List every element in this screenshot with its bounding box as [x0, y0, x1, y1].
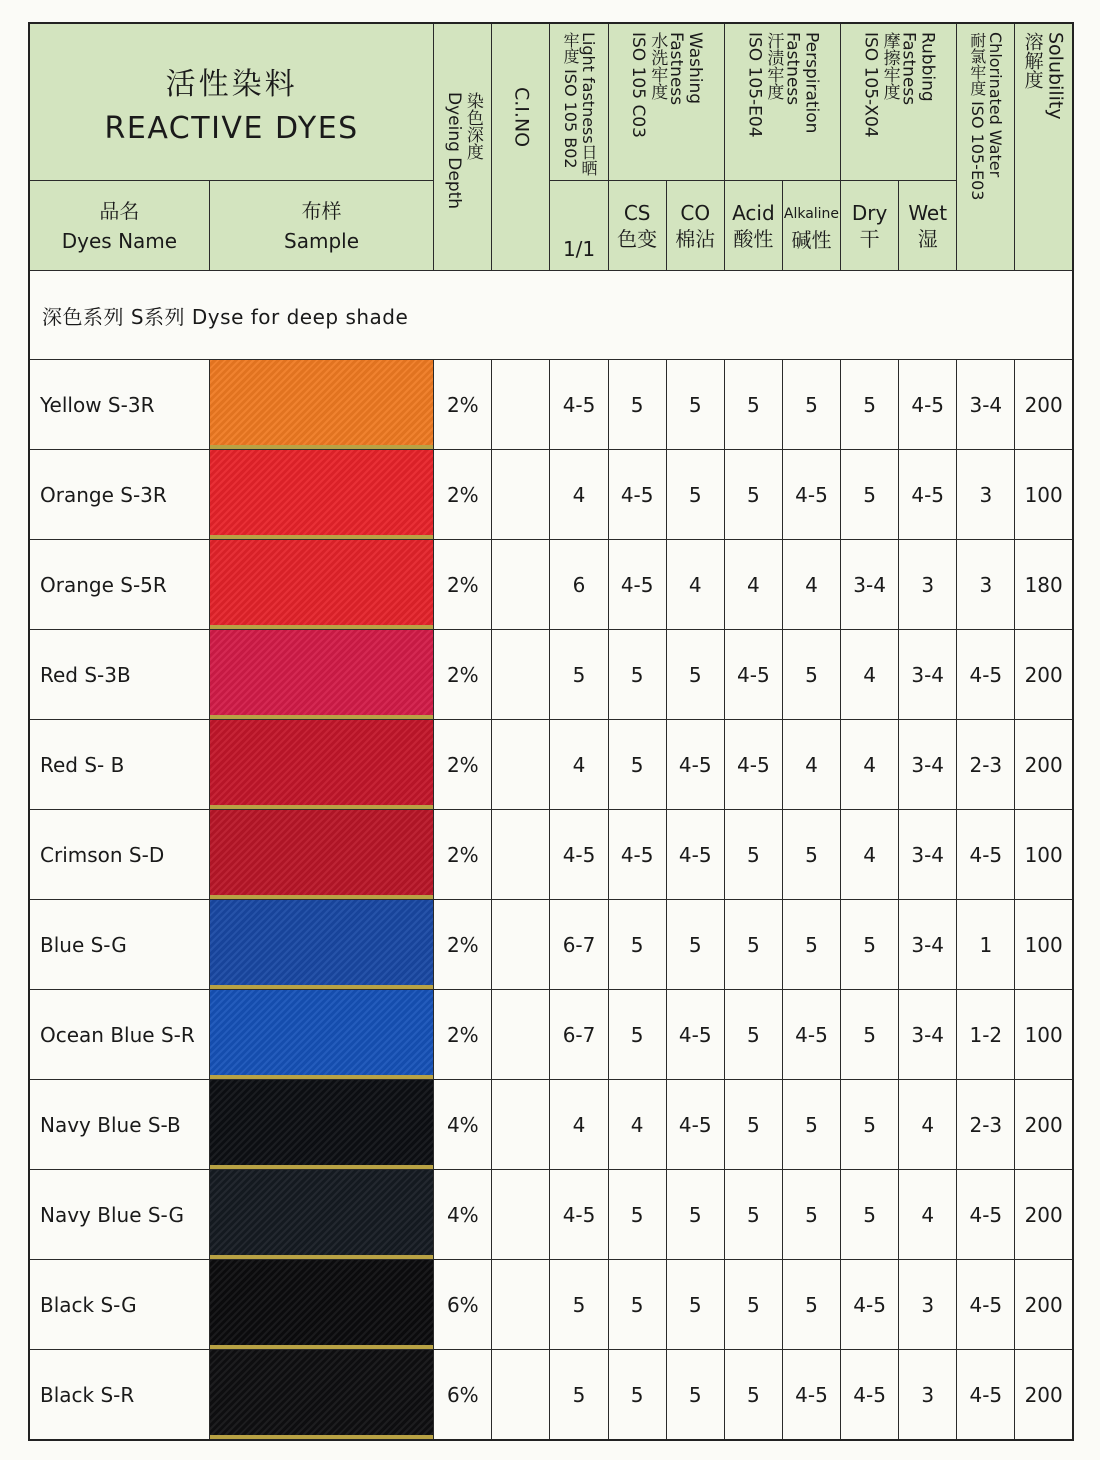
persp-alkaline-header — [782, 181, 840, 271]
cs-value: 4-5 — [608, 450, 666, 540]
co-value: 5 — [666, 1260, 724, 1350]
sol-value: 100 — [1015, 990, 1073, 1080]
light-value: 5 — [550, 630, 608, 720]
acid-en: Acid — [732, 200, 775, 225]
fabric-sample-swatch — [210, 630, 433, 719]
cs-value: 5 — [608, 900, 666, 990]
sample-en: Sample — [284, 228, 360, 253]
table-row — [29, 1080, 1073, 1170]
sample-swatch-cell — [209, 900, 433, 990]
dye-name: Red S- B — [29, 720, 209, 810]
cs-en: CS — [623, 200, 651, 225]
sol-value: 200 — [1015, 720, 1073, 810]
co-value: 5 — [666, 1170, 724, 1260]
alkaline-zh: 碱性 — [791, 228, 832, 252]
co-value: 4-5 — [666, 720, 724, 810]
fabric-sample-swatch — [210, 1350, 433, 1439]
dyes-name-header — [29, 181, 209, 271]
co-value: 5 — [666, 900, 724, 990]
alk-value: 5 — [782, 630, 840, 720]
reactive-dyes-table — [28, 22, 1074, 1441]
sol-value: 200 — [1015, 1170, 1073, 1260]
chlorinated-header — [957, 23, 1015, 271]
sample-swatch-cell — [209, 1260, 433, 1350]
table-row — [29, 1350, 1073, 1441]
wet-value: 4-5 — [899, 450, 957, 540]
wet-value: 3 — [899, 1350, 957, 1441]
chlor-value: 4-5 — [957, 1350, 1015, 1441]
fabric-sample-swatch — [210, 990, 433, 1079]
acid-value: 5 — [724, 360, 782, 450]
cs-value: 4 — [608, 1080, 666, 1170]
dye-name: Navy Blue S-B — [29, 1080, 209, 1170]
light-value: 4 — [550, 450, 608, 540]
sample-swatch-cell — [209, 450, 433, 540]
fabric-sample-swatch — [210, 900, 433, 989]
cino-value — [492, 990, 550, 1080]
chlor-value: 2-3 — [957, 1080, 1015, 1170]
fabric-sample-swatch — [210, 1260, 433, 1349]
table-row — [29, 900, 1073, 990]
chlor-value: 1-2 — [957, 990, 1015, 1080]
dye-name: Black S-R — [29, 1350, 209, 1441]
wet-zh: 湿 — [917, 226, 938, 251]
depth-header-text: 染色深度 Dyeing Depth — [443, 92, 483, 210]
co-value: 5 — [666, 630, 724, 720]
cino-header-text: C.I.NO — [510, 86, 533, 148]
dry-value: 4 — [841, 720, 899, 810]
sample-header — [209, 181, 433, 271]
depth-value: 2% — [434, 810, 492, 900]
co-value: 5 — [666, 1350, 724, 1441]
cs-value: 5 — [608, 630, 666, 720]
washing-header-text: Washing Fastness 水洗牢度 ISO 105 C03 — [628, 32, 706, 138]
cs-value: 5 — [608, 990, 666, 1080]
chlor-value: 4-5 — [957, 1260, 1015, 1350]
sol-value: 200 — [1015, 1350, 1073, 1441]
dye-name: Black S-G — [29, 1260, 209, 1350]
dry-en: Dry — [851, 200, 888, 225]
dye-name: Ocean Blue S-R — [29, 990, 209, 1080]
light-value: 4-5 — [550, 810, 608, 900]
sol-value: 100 — [1015, 450, 1073, 540]
co-value: 4-5 — [666, 1080, 724, 1170]
chlor-value: 1 — [957, 900, 1015, 990]
alkaline-en: Alkaline — [783, 206, 840, 222]
chlorinated-header-text: Chlorinated Water 耐氯牢度 ISO 105-E03 — [967, 32, 1005, 201]
light-sub-header — [550, 181, 608, 271]
wet-value: 4-5 — [899, 360, 957, 450]
wet-value: 4 — [899, 1170, 957, 1260]
sample-swatch-cell — [209, 360, 433, 450]
chlor-value: 3 — [957, 450, 1015, 540]
sol-value: 100 — [1015, 900, 1073, 990]
light-value: 6 — [550, 540, 608, 630]
dry-value: 4 — [841, 810, 899, 900]
sample-swatch-cell — [209, 720, 433, 810]
depth-value: 2% — [434, 630, 492, 720]
table-row — [29, 630, 1073, 720]
wet-value: 3-4 — [899, 630, 957, 720]
light-value: 4 — [550, 720, 608, 810]
co-zh: 棉沾 — [675, 226, 716, 251]
table-row — [29, 810, 1073, 900]
cs-value: 5 — [608, 1350, 666, 1441]
depth-value: 4% — [434, 1170, 492, 1260]
acid-value: 5 — [724, 990, 782, 1080]
cino-value — [492, 720, 550, 810]
co-value: 4 — [666, 540, 724, 630]
alk-value: 5 — [782, 900, 840, 990]
rub-wet-header — [899, 181, 957, 271]
acid-value: 4-5 — [724, 630, 782, 720]
depth-value: 2% — [434, 360, 492, 450]
fabric-sample-swatch — [210, 450, 433, 539]
rub-dry-header — [841, 181, 899, 271]
dry-value: 5 — [841, 1080, 899, 1170]
co-value: 4-5 — [666, 810, 724, 900]
depth-value: 2% — [434, 990, 492, 1080]
chlor-value: 3-4 — [957, 360, 1015, 450]
table-row — [29, 360, 1073, 450]
cs-value: 5 — [608, 1170, 666, 1260]
acid-value: 4 — [724, 540, 782, 630]
wet-value: 3 — [899, 1260, 957, 1350]
chlor-value: 3 — [957, 540, 1015, 630]
light-sub-text: 1/1 — [562, 237, 596, 261]
alk-value: 5 — [782, 360, 840, 450]
wet-value: 3-4 — [899, 810, 957, 900]
depth-value: 4% — [434, 1080, 492, 1170]
fabric-sample-swatch — [210, 810, 433, 899]
wet-value: 3-4 — [899, 720, 957, 810]
cino-value — [492, 540, 550, 630]
depth-value: 2% — [434, 540, 492, 630]
dye-name: Navy Blue S-G — [29, 1170, 209, 1260]
light-value: 6-7 — [550, 990, 608, 1080]
light-header-text: Light fastness日晒 牢度 ISO 105 B02 — [561, 32, 599, 176]
table-row — [29, 990, 1073, 1080]
dye-rows — [29, 360, 1073, 1441]
sol-value: 100 — [1015, 810, 1073, 900]
cino-value — [492, 1080, 550, 1170]
dry-value: 5 — [841, 1170, 899, 1260]
dye-name: Red S-3B — [29, 630, 209, 720]
table-row — [29, 1260, 1073, 1350]
sol-value: 200 — [1015, 360, 1073, 450]
sol-value: 200 — [1015, 1260, 1073, 1350]
alk-value: 4-5 — [782, 1350, 840, 1441]
co-value: 5 — [666, 360, 724, 450]
dry-value: 5 — [841, 990, 899, 1080]
alk-value: 4 — [782, 540, 840, 630]
sample-swatch-cell — [209, 990, 433, 1080]
co-value: 5 — [666, 450, 724, 540]
sample-swatch-cell — [209, 630, 433, 720]
light-value: 4-5 — [550, 360, 608, 450]
cs-value: 5 — [608, 360, 666, 450]
acid-value: 5 — [724, 810, 782, 900]
solubility-header — [1015, 23, 1073, 271]
cino-value — [492, 810, 550, 900]
sol-value: 200 — [1015, 630, 1073, 720]
depth-value: 2% — [434, 450, 492, 540]
sample-swatch-cell — [209, 1170, 433, 1260]
alk-value: 5 — [782, 1170, 840, 1260]
chlor-value: 4-5 — [957, 1170, 1015, 1260]
solubility-header-text: Solubility 溶解度 — [1021, 32, 1067, 120]
fabric-sample-swatch — [210, 720, 433, 809]
chlor-value: 2-3 — [957, 720, 1015, 810]
acid-value: 5 — [724, 1080, 782, 1170]
washing-cs-header — [608, 181, 666, 271]
chlor-value: 4-5 — [957, 630, 1015, 720]
perspiration-header — [724, 23, 840, 181]
dye-name: Blue S-G — [29, 900, 209, 990]
sol-value: 180 — [1015, 540, 1073, 630]
cino-value — [492, 630, 550, 720]
alk-value: 4-5 — [782, 990, 840, 1080]
cs-value: 4-5 — [608, 810, 666, 900]
sample-swatch-cell — [209, 540, 433, 630]
dyes-name-zh: 品名 — [99, 198, 140, 223]
dry-value: 3-4 — [841, 540, 899, 630]
light-value: 4-5 — [550, 1170, 608, 1260]
dry-value: 5 — [841, 450, 899, 540]
dye-name: Crimson S-D — [29, 810, 209, 900]
cs-value: 4-5 — [608, 540, 666, 630]
dyes-name-en: Dyes Name — [61, 228, 178, 253]
title-en: REACTIVE DYES — [104, 110, 359, 146]
alk-value: 5 — [782, 1080, 840, 1170]
cs-value: 5 — [608, 720, 666, 810]
cino-value — [492, 1170, 550, 1260]
alk-value: 4 — [782, 720, 840, 810]
depth-value: 6% — [434, 1350, 492, 1441]
fabric-sample-swatch — [210, 360, 433, 449]
depth-value: 2% — [434, 900, 492, 990]
dry-value: 4 — [841, 630, 899, 720]
wet-value: 3-4 — [899, 990, 957, 1080]
dry-value: 4-5 — [841, 1260, 899, 1350]
light-value: 5 — [550, 1350, 608, 1441]
sample-swatch-cell — [209, 1080, 433, 1170]
co-en: CO — [680, 200, 711, 225]
dye-name: Orange S-3R — [29, 450, 209, 540]
dye-name: Yellow S-3R — [29, 360, 209, 450]
light-header — [550, 23, 608, 181]
table-title — [29, 23, 434, 181]
depth-value: 2% — [434, 720, 492, 810]
cino-value — [492, 1260, 550, 1350]
light-value: 6-7 — [550, 900, 608, 990]
sample-swatch-cell — [209, 1350, 433, 1441]
acid-value: 5 — [724, 1260, 782, 1350]
fabric-sample-swatch — [210, 540, 433, 629]
washing-co-header — [666, 181, 724, 271]
cino-value — [492, 360, 550, 450]
alk-value: 4-5 — [782, 450, 840, 540]
chlor-value: 4-5 — [957, 810, 1015, 900]
cino-value — [492, 1350, 550, 1441]
depth-value: 6% — [434, 1260, 492, 1350]
sample-swatch-cell — [209, 810, 433, 900]
persp-acid-header — [724, 181, 782, 271]
dry-value: 5 — [841, 360, 899, 450]
dry-value: 4-5 — [841, 1350, 899, 1441]
washing-header — [608, 23, 724, 181]
perspiration-header-text: Perspiration Fastness 汗渍牢度 ISO 105-E04 — [744, 32, 822, 138]
dye-name: Orange S-5R — [29, 540, 209, 630]
co-value: 4-5 — [666, 990, 724, 1080]
rubbing-header-text: Rubbing Fastness 摩擦牢度 ISO 105-X04 — [860, 32, 938, 138]
wet-value: 3-4 — [899, 900, 957, 990]
sol-value: 200 — [1015, 1080, 1073, 1170]
acid-value: 5 — [724, 1350, 782, 1441]
alk-value: 5 — [782, 1260, 840, 1350]
section-heading: 深色系列 S系列 Dyse for deep shade — [29, 271, 1073, 360]
cs-value: 5 — [608, 1260, 666, 1350]
cino-value — [492, 450, 550, 540]
table-row — [29, 540, 1073, 630]
alk-value: 5 — [782, 810, 840, 900]
acid-value: 4-5 — [724, 720, 782, 810]
acid-zh: 酸性 — [733, 226, 774, 251]
acid-value: 5 — [724, 450, 782, 540]
dry-zh: 干 — [859, 226, 880, 251]
wet-en: Wet — [908, 200, 948, 225]
dry-value: 5 — [841, 900, 899, 990]
cs-zh: 色变 — [617, 226, 658, 251]
rubbing-header — [841, 23, 957, 181]
table-row — [29, 720, 1073, 810]
depth-header — [434, 23, 492, 271]
cino-header — [492, 23, 550, 271]
light-value: 4 — [550, 1080, 608, 1170]
cino-value — [492, 900, 550, 990]
sample-zh: 布样 — [301, 198, 342, 223]
fabric-sample-swatch — [210, 1170, 433, 1259]
acid-value: 5 — [724, 1170, 782, 1260]
acid-value: 5 — [724, 900, 782, 990]
table-row — [29, 1170, 1073, 1260]
fabric-sample-swatch — [210, 1080, 433, 1169]
table-row — [29, 450, 1073, 540]
light-value: 5 — [550, 1260, 608, 1350]
wet-value: 4 — [899, 1080, 957, 1170]
wet-value: 3 — [899, 540, 957, 630]
title-zh: 活性染料 — [165, 66, 298, 102]
